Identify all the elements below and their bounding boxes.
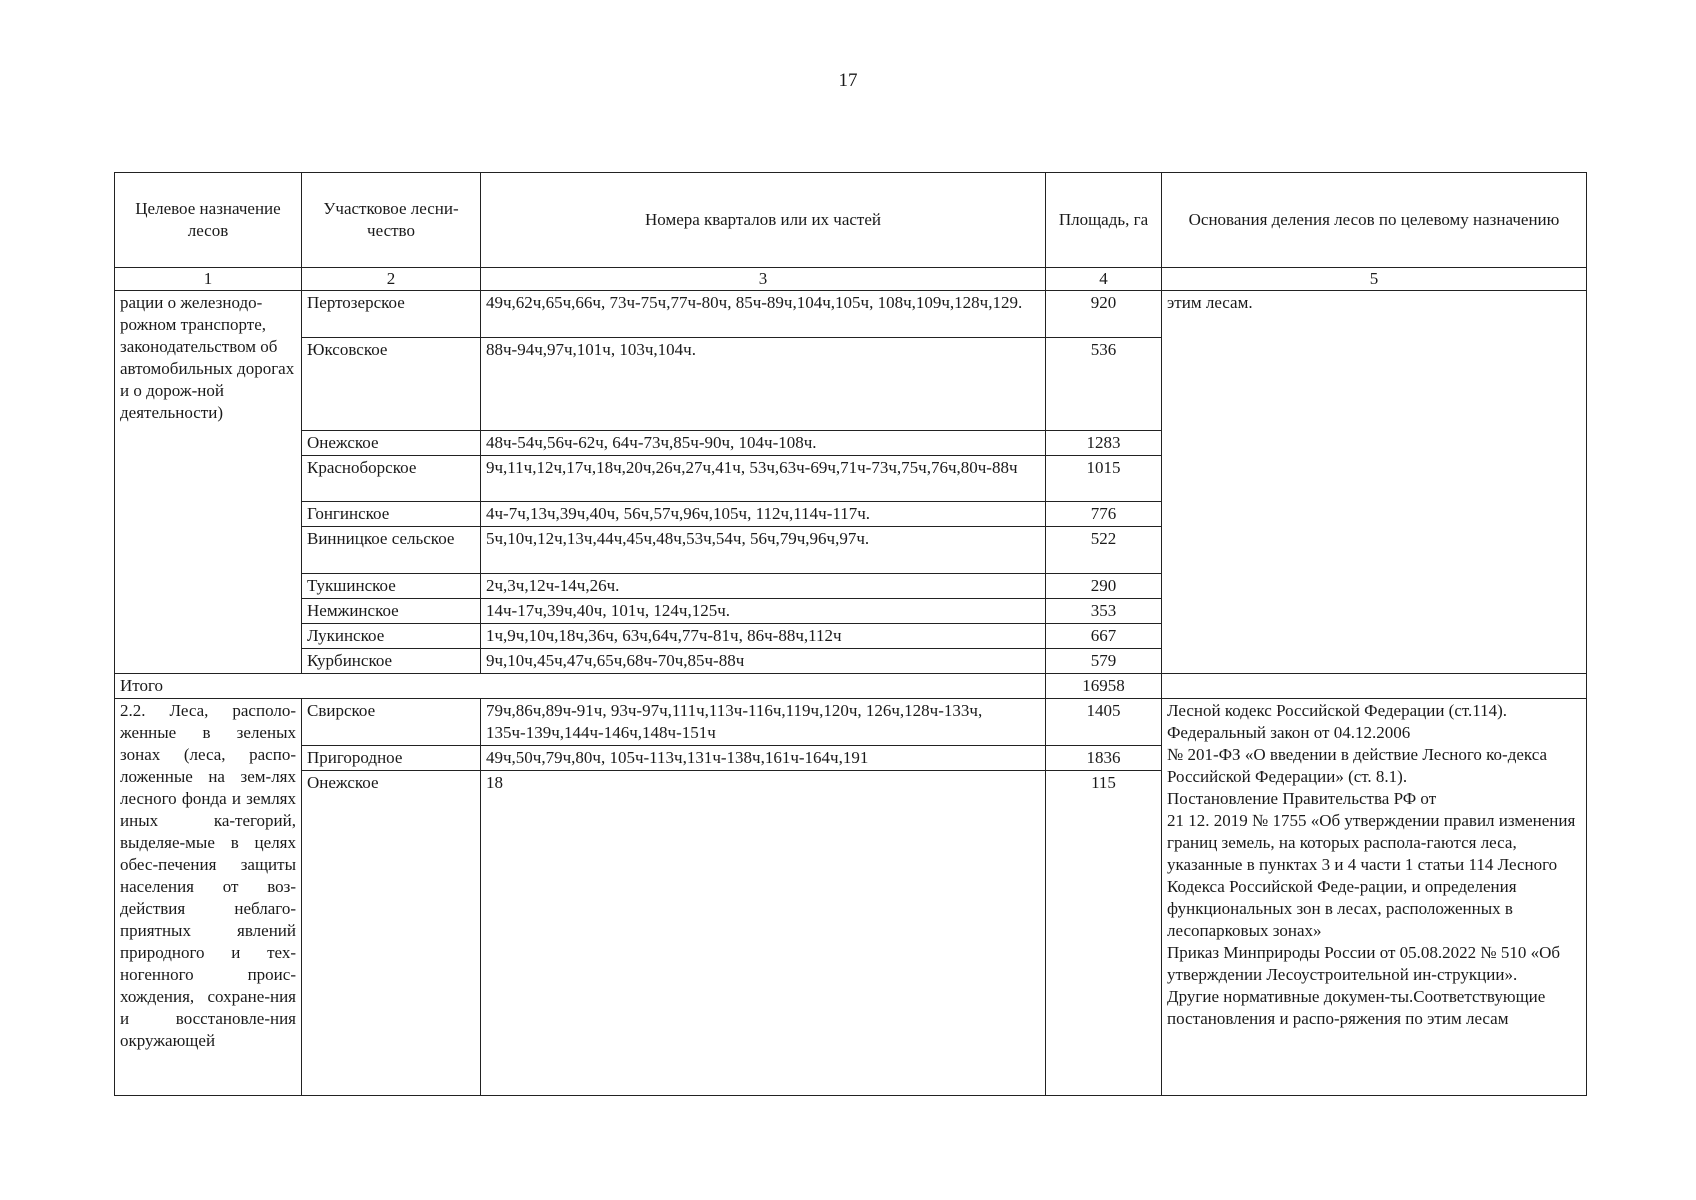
area-cell: 579: [1046, 649, 1162, 674]
quarters-cell: 4ч-7ч,13ч,39ч,40ч, 56ч,57ч,96ч,105ч, 112ч,114ч-117ч.: [481, 502, 1046, 527]
quarters-cell: 5ч,10ч,12ч,13ч,44ч,45ч,48ч,53ч,54ч, 56ч,79ч,96ч,97ч.: [481, 527, 1046, 574]
purpose-cell: 2.2. Леса, располо-женные в зеленых зонах (леса, распо-ложенные на зем-лях лесного фонда и землях иных ка-тегорий, выделяе-мые в целях обес-печения защиты населения от воз-действия неблаго-приятных явлений природного и тех-ногенного проис-хождения, сохране-ния и восстановле-ния окружающей: [115, 699, 302, 1096]
quarters-cell: 1ч,9ч,10ч,18ч,36ч, 63ч,64ч,77ч-81ч, 86ч-88ч,112ч: [481, 624, 1046, 649]
area-cell: 1283: [1046, 431, 1162, 456]
area-cell: 522: [1046, 527, 1162, 574]
column-number: 2: [302, 268, 481, 291]
forest-division-table: [114, 172, 1587, 1096]
area-cell: 1836: [1046, 746, 1162, 771]
table-row: [115, 291, 1587, 338]
header-basis: Основания деления лесов по целевому назначению: [1162, 173, 1587, 268]
area-cell: 290: [1046, 574, 1162, 599]
basis-cell: Лесной кодекс Российской Федерации (ст.114). Федеральный закон от 04.12.2006 № 201-ФЗ «О введении в действие Лесного ко-декса Российской Федерации» (ст. 8.1). Постановление Правительства РФ от 21 12. 2019 № 1755 «Об утверждении правил изменения границ земель, на которых распола-гаются леса, указанные в пунктах 3 и 4 части 1 статьи 114 Лесного Кодекса Российской Феде-рации, и определения функциональных зон в лесах, расположенных в лесопарковых зонах» Приказ Минприроды России от 05.08.2022 № 510 «Об утверждении Лесоустроительной ин-струкции». Другие нормативные докумен-ты.Соответствующие постановления и распо-ряжения по этим лесам: [1162, 699, 1587, 1096]
forestry-cell: Пертозерское: [302, 291, 481, 338]
forestry-cell: Курбинское: [302, 649, 481, 674]
area-cell: 1405: [1046, 699, 1162, 746]
column-number: 4: [1046, 268, 1162, 291]
quarters-cell: 88ч-94ч,97ч,101ч, 103ч,104ч.: [481, 338, 1046, 431]
area-cell: 920: [1046, 291, 1162, 338]
area-cell: 536: [1046, 338, 1162, 431]
area-cell: 667: [1046, 624, 1162, 649]
header-quarters: Номера кварталов или их частей: [481, 173, 1046, 268]
quarters-cell: 79ч,86ч,89ч-91ч, 93ч-97ч,111ч,113ч-116ч,119ч,120ч, 126ч,128ч-133ч, 135ч-139ч,144ч-146ч,148ч-151ч: [481, 699, 1046, 746]
header-row: [115, 173, 1587, 268]
total-area: 16958: [1046, 674, 1162, 699]
forestry-cell: Онежское: [302, 431, 481, 456]
total-row: [115, 674, 1587, 699]
column-number: 3: [481, 268, 1046, 291]
purpose-cell: рации о железнодо-рожном транспорте, законодательством об автомобильных дорогах и о дорож-ной деятельности): [115, 291, 302, 674]
header-forestry: Участковое лесни-чество: [302, 173, 481, 268]
header-purpose: Целевое назначение лесов: [115, 173, 302, 268]
column-number: 5: [1162, 268, 1587, 291]
quarters-cell: 2ч,3ч,12ч-14ч,26ч.: [481, 574, 1046, 599]
quarters-cell: 18: [481, 771, 1046, 1096]
table-row: [115, 699, 1587, 746]
forestry-cell: Красноборское: [302, 456, 481, 502]
area-cell: 353: [1046, 599, 1162, 624]
quarters-cell: 9ч,11ч,12ч,17ч,18ч,20ч,26ч,27ч,41ч, 53ч,63ч-69ч,71ч-73ч,75ч,76ч,80ч-88ч: [481, 456, 1046, 502]
forestry-cell: Тукшинское: [302, 574, 481, 599]
forestry-cell: Лукинское: [302, 624, 481, 649]
basis-cell: этим лесам.: [1162, 291, 1587, 674]
forestry-cell: Юксовское: [302, 338, 481, 431]
header-area: Площадь, га: [1046, 173, 1162, 268]
page-number: 17: [838, 70, 858, 91]
column-number-row: [115, 268, 1587, 291]
total-label: Итого: [115, 674, 1046, 699]
quarters-cell: 48ч-54ч,56ч-62ч, 64ч-73ч,85ч-90ч, 104ч-108ч.: [481, 431, 1046, 456]
total-basis-empty: [1162, 674, 1587, 699]
forestry-cell: Винницкое сельское: [302, 527, 481, 574]
quarters-cell: 14ч-17ч,39ч,40ч, 101ч, 124ч,125ч.: [481, 599, 1046, 624]
column-number: 1: [115, 268, 302, 291]
area-cell: 776: [1046, 502, 1162, 527]
quarters-cell: 49ч,50ч,79ч,80ч, 105ч-113ч,131ч-138ч,161ч-164ч,191: [481, 746, 1046, 771]
forestry-cell: Онежское: [302, 771, 481, 1096]
quarters-cell: 49ч,62ч,65ч,66ч, 73ч-75ч,77ч-80ч, 85ч-89ч,104ч,105ч, 108ч,109ч,128ч,129.: [481, 291, 1046, 338]
forestry-cell: Немжинское: [302, 599, 481, 624]
area-cell: 115: [1046, 771, 1162, 1096]
forestry-cell: Гонгинское: [302, 502, 481, 527]
quarters-cell: 9ч,10ч,45ч,47ч,65ч,68ч-70ч,85ч-88ч: [481, 649, 1046, 674]
area-cell: 1015: [1046, 456, 1162, 502]
forestry-cell: Свирское: [302, 699, 481, 746]
forestry-cell: Пригородное: [302, 746, 481, 771]
